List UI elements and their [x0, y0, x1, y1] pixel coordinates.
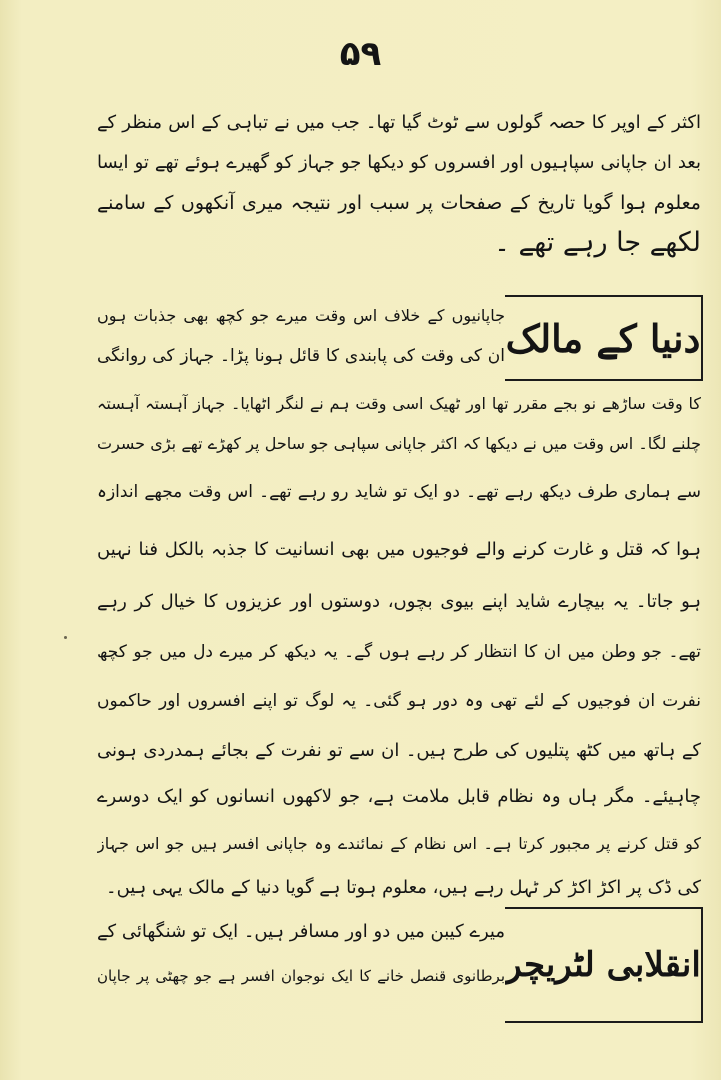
- paragraph-line: تھے۔ جو وطن میں ان کا انتظار کر رہے ہوں گے۔ یہ دیکھ کر میرے دل میں جو کچھ: [97, 642, 701, 662]
- paragraph-line: سے ہماری طرف دیکھ رہے تھے۔ دو ایک تو شاید رو رہے تھے۔ اس وقت مجھے اندازہ: [97, 482, 701, 502]
- side-heading-world-masters: دنیا کے مالک: [505, 295, 703, 381]
- paragraph-line: ہو جاتا۔ یہ بیچارے شاید اپنے بیوی بچوں، دوستوں اور عزیزوں کا خیال کر رہے: [97, 591, 701, 612]
- paragraph-line: معلوم ہوا گویا تاریخ کے صفحات پر سبب اور نتیجہ میری آنکھوں کے سامنے: [97, 192, 701, 214]
- paragraph-line: اکثر کے اوپر کا حصہ گولوں سے ٹوٹ گیا تھا۔ جب میں نے تباہی کے اس منظر کے: [97, 112, 701, 133]
- page-number: ۵۹: [339, 34, 382, 74]
- paper-speck: [64, 636, 67, 639]
- paragraph-line: نفرت ان فوجیوں کے لئے تھی وہ دور ہو گئی۔ یہ لوگ تو اپنے افسروں اور حاکموں: [97, 691, 701, 711]
- paragraph-line: جاپانیوں کے خلاف اس وقت میرے جو کچھ بھی جذبات ہوں: [97, 306, 505, 325]
- paragraph-line: برطانوی قنصل خانے کا ایک نوجوان افسر ہے جو چھٹی پر جاپان: [97, 967, 505, 985]
- paragraph-line: بعد ان جاپانی سپاہیوں اور افسروں کو دیکھا جو جہاز کو گھیرے ہوئے تھے تو ایسا: [97, 152, 701, 173]
- paragraph-line: چلنے لگا۔ اس وقت میں نے دیکھا کہ اکثر جاپانی سپاہی جو ساحل پر کھڑے تھے بڑی حسرت: [97, 434, 701, 453]
- paragraph-line: کے ہاتھ میں کٹھ پتلیوں کی طرح ہیں۔ ان سے تو نفرت کے بجائے ہمدردی ہونی: [97, 740, 701, 761]
- paragraph-line: ہوا کہ قتل و غارت کرنے والے فوجیوں میں بھی انسانیت کا جذبہ بالکل فنا نہیں: [97, 539, 701, 560]
- paragraph-line: ان کی وقت کی پابندی کا قائل ہونا پڑا۔ جہاز کی روانگی: [97, 346, 505, 366]
- paragraph-line: کو قتل کرنے پر مجبور کرتا ہے۔ اس نظام کے نمائندے وہ جاپانی افسر ہیں جو اس جہاز: [97, 834, 701, 853]
- paragraph-line: کا وقت ساڑھے نو بجے مقرر تھا اور ٹھیک اسی وقت ہم نے لنگر اٹھایا۔ جہاز آہستہ آہستہ: [97, 394, 701, 413]
- paragraph-line: کی ڈک پر اکڑ اکڑ کر ٹہل رہے ہیں، معلوم ہوتا ہے گویا دنیا کے مالک یہی ہیں۔: [106, 877, 701, 898]
- paragraph-line: چاہیئے۔ مگر ہاں وہ نظام قابل ملامت ہے، جو لاکھوں انسانوں کو ایک دوسرے: [97, 786, 701, 807]
- side-heading-revolutionary-literature: انقلابی لٹریچر: [505, 907, 703, 1023]
- paragraph-line: لکھے جا رہے تھے ۔: [494, 227, 701, 258]
- paragraph-line: میرے کیبن میں دو اور مسافر ہیں۔ ایک تو شنگھائی کے: [97, 921, 505, 942]
